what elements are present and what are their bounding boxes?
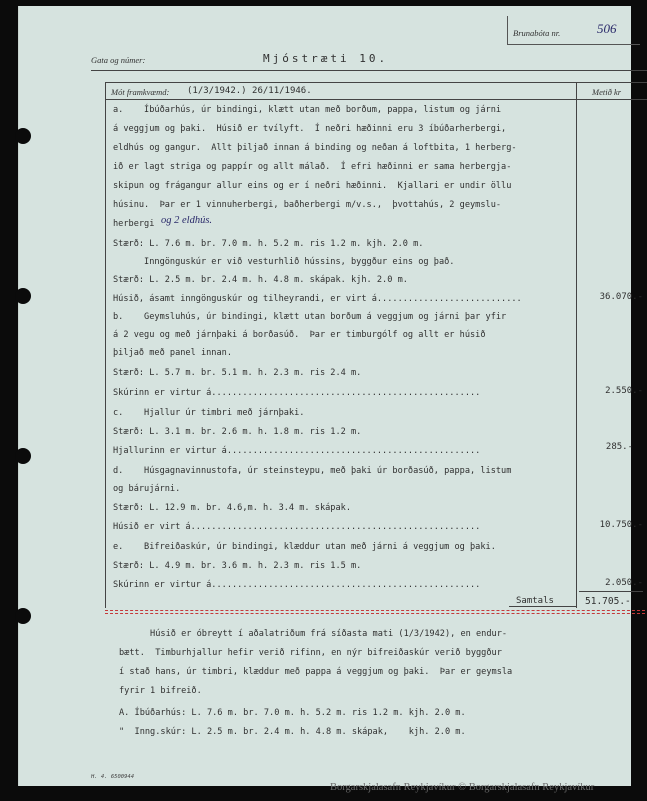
text-line: c. Hjallur úr timbri með járnþaki.	[113, 408, 305, 418]
punch-hole	[15, 448, 31, 464]
text-line: Skúrinn er virtur á....................................................	[113, 580, 481, 590]
text-line: d. Húsgagnavinnustofa, úr steinsteypu, með þaki úr borðasúð, pappa, listum	[113, 466, 512, 476]
text-line: eldhús og gangur. Allt þiljað innan á binding og neðan á loftbita, 1 herberg-	[113, 143, 517, 153]
handwritten-note: og 2 eldhús.	[161, 215, 213, 226]
metid-label: Metið kr	[592, 87, 622, 97]
note-line: Húsið er óbreytt í aðalatriðum frá síðasta mati (1/3/1942), en endur-	[119, 629, 508, 639]
revision-notes	[119, 628, 619, 738]
red-divider-line	[105, 613, 645, 615]
text-line: ið er lagt striga og pappír og allt málað. Í efri hæðinni er sama herbergja-	[113, 162, 512, 172]
text-line: Stærð: L. 2.5 m. br. 2.4 m. h. 4.8 m. skápak. kjh. 2.0 m.	[113, 275, 408, 285]
text-line: Skúrinn er virtur á....................................................	[113, 388, 481, 398]
amount-e: 2.050.-	[605, 578, 643, 588]
archive-watermark: Borgarskjalasafn Reykjavíkur © Borgarskjalasafn Reykjavíkur	[330, 782, 595, 793]
form-code: H. 4. 6500944	[91, 774, 135, 780]
note-line: bætt. Timburhjallur hefir verið rifinn, en nýr bifreiðaskúr verið byggður	[119, 648, 502, 658]
amount-d: 10.750.-	[599, 520, 643, 530]
text-line: Stærð: L. 5.7 m. br. 5.1 m. h. 2.3 m. ris 2.4 m.	[113, 368, 362, 378]
amount-a: 36.070.-	[599, 292, 643, 302]
table-header-underline	[105, 99, 647, 100]
amount-b: 2.550.-	[605, 386, 643, 396]
text-line: og bárujárni.	[113, 484, 181, 494]
text-line: Stærð: L. 3.1 m. br. 2.6 m. h. 1.8 m. ris 1.2 m.	[113, 427, 362, 437]
gata-label: Gata og númer:	[91, 55, 146, 65]
note-line: í stað hans, úr timbri, klæddur með pappa á veggjum og þaki. Þar er geymsla	[119, 667, 513, 677]
samtals-label: Samtals	[516, 596, 554, 606]
address-underline	[91, 70, 647, 71]
punch-hole	[15, 288, 31, 304]
text-line: Stærð: L. 12.9 m. br. 4.6,m. h. 3.4 m. skápak.	[113, 503, 351, 513]
record-sheet	[18, 6, 643, 786]
text-line: herbergi	[113, 219, 155, 229]
text-line: a. Íbúðarhús, úr bindingi, klætt utan með borðum, pappa, listum og járni	[113, 105, 502, 115]
text-line: á veggjum og þaki. Húsið er tvílyft. Í neðri hæðinni eru 3 íbúðarherbergi,	[113, 124, 507, 134]
note-line: fyrir 1 bifreið.	[119, 686, 202, 696]
text-line: Hjallurinn er virtur á.................................................	[113, 446, 481, 456]
table-top-border	[105, 82, 647, 83]
text-line: Inngönguskúr er við vesturhlið hússins, byggður eins og það.	[113, 257, 455, 267]
text-line: e. Bifreiðaskúr, úr bindingi, klæddur utan með járni á veggjum og þaki.	[113, 542, 496, 552]
samtals-value: 51.705.-	[585, 596, 631, 607]
mot-label: Mót framkvæmd:	[111, 87, 170, 97]
sum-rule	[579, 591, 643, 592]
text-line: b. Geymsluhús, úr bindingi, klætt utan borðum á veggjum og járni þar yfir	[113, 312, 507, 322]
brunabota-label: Brunabóta nr.	[513, 28, 561, 38]
red-divider-line	[105, 610, 645, 612]
text-line: skipun og frágangur allur eins og er í neðri hæðinni. Kjallari er undir öllu	[113, 181, 512, 191]
text-line: húsinu. Þar er 1 vinnuherbergi, baðherbergi m/v.s., þvottahús, 2 geymslu-	[113, 200, 502, 210]
samtals-underline	[509, 606, 576, 607]
text-line: Stærð: L. 4.9 m. br. 3.6 m. h. 2.3 m. ris 1.5 m.	[113, 561, 362, 571]
text-line: Stærð: L. 7.6 m. br. 7.0 m. h. 5.2 m. ris 1.2 m. kjh. 2.0 m.	[113, 239, 424, 249]
punch-hole	[15, 128, 31, 144]
note-line: A. Íbúðarhús: L. 7.6 m. br. 7.0 m. h. 5.2 m. ris 1.2 m. kjh. 2.0 m.	[119, 708, 466, 718]
note-line: " Inng.skúr: L. 2.5 m. br. 2.4 m. h. 4.8 m. skápak, kjh. 2.0 m.	[119, 727, 466, 737]
amount-column	[579, 104, 643, 604]
amount-column-divider	[576, 82, 577, 608]
amount-c: 285.-	[605, 442, 633, 452]
text-line: Húsið, ásamt inngönguskúr og tilheyrandi, er virt á............................	[113, 294, 522, 304]
description-body	[113, 104, 575, 590]
brunabota-number: 506	[597, 21, 617, 36]
text-line: þiljað með panel innan.	[113, 348, 232, 358]
table-left-border	[105, 82, 106, 608]
street-address: Mjóstræti 10.	[263, 52, 389, 65]
text-line: Húsið er virt á........................................................	[113, 522, 481, 532]
mot-value: (1/3/1942.) 26/11/1946.	[187, 86, 312, 96]
text-line: á 2 vegu og með járnþaki á borðasúð. Þar er timburgólf og allt er húsið	[113, 330, 486, 340]
punch-hole	[15, 608, 31, 624]
